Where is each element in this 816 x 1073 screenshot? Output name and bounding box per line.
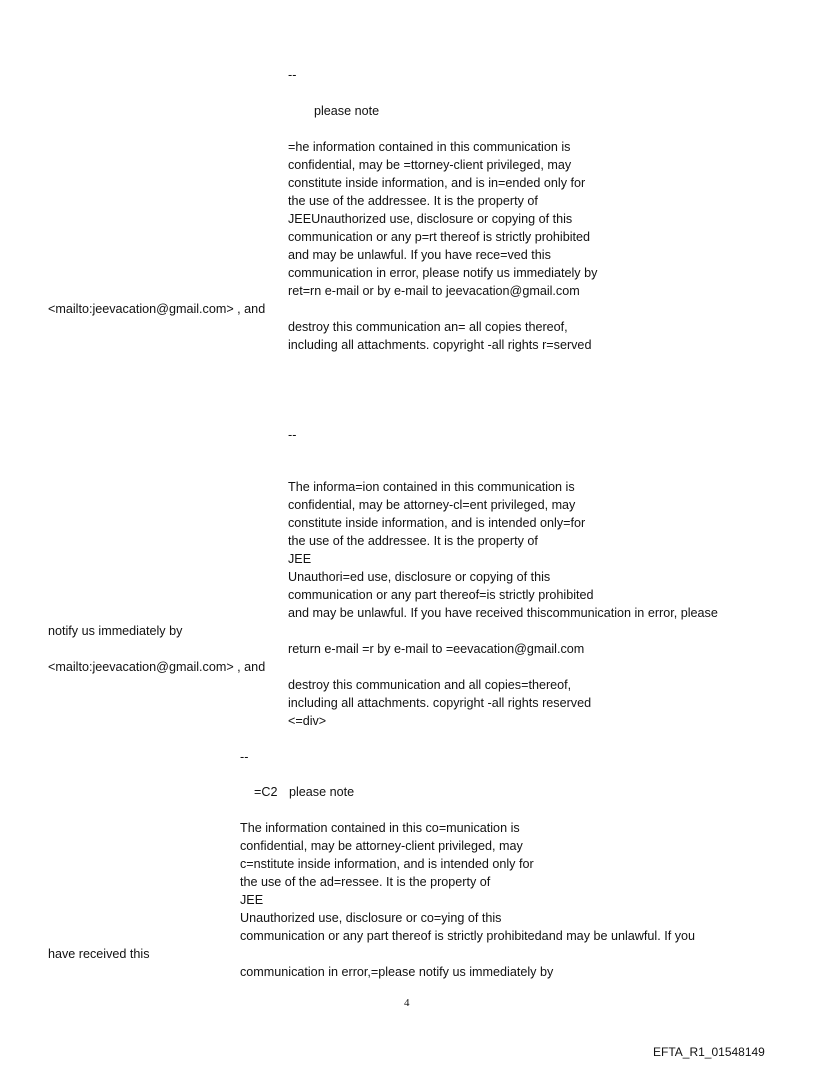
block1-line-10: destroy this communication an= all copies thereof, (288, 320, 568, 334)
block1-line-1: =he information contained in this communication is (288, 140, 571, 154)
block2-mailto: <mailto:jeevacation@gmail.com> , and (48, 660, 266, 674)
block2-return-line: return e-mail =r by e-mail to =eevacation@gmail.com (288, 642, 585, 656)
block2-wrap: notify us immediately by (48, 624, 183, 638)
block2-line-2: confidential, may be attorney-cl=ent privileged, may (288, 498, 576, 512)
block2-line-3: constitute inside information, and is intended only=for (288, 516, 586, 530)
block1-line-5: JEEUnauthorized use, disclosure or copying of this (288, 212, 573, 226)
block2-line-9: destroy this communication and all copies=thereof, (288, 678, 572, 692)
block2-line-11: <=div> (288, 714, 327, 728)
block3-line-2: confidential, may be attorney-client privileged, may (240, 839, 523, 853)
block1-line-4: the use of the addressee. It is the property of (288, 194, 538, 208)
block3-line-1: The information contained in this co=munication is (240, 821, 520, 835)
block2-line-7: communication or any part thereof=is strictly prohibited (288, 588, 594, 602)
block1-line-2: confidential, may be =ttorney-client privileged, may (288, 158, 572, 172)
block3-line-3: c=nstitute inside information, and is intended only for (240, 857, 534, 871)
please-note-1: please note (314, 104, 380, 118)
block2-line-6: Unauthori=ed use, disclosure or copying of this (288, 570, 551, 584)
separator-3: -- (240, 750, 249, 764)
block1-line-8: communication in error, please notify us immediately by (288, 266, 598, 280)
page-number: 4 (404, 997, 410, 1009)
block2-line-4: the use of the addressee. It is the property of (288, 534, 538, 548)
block3-line-7: communication or any part thereof is strictly prohibitedand may be unlawful. If you (240, 929, 695, 943)
please-note-3: please note (289, 785, 355, 799)
block1-line-9: ret=rn e-mail or by e-mail to jeevacation@gmail.com (288, 284, 580, 298)
block3-line-6: Unauthorized use, disclosure or co=ying of this (240, 911, 502, 925)
block2-line-1: The informa=ion contained in this communication is (288, 480, 575, 494)
block3-last-line: communication in error,=please notify us immediately by (240, 965, 554, 979)
block1-line-6: communication or any p=rt thereof is strictly prohibited (288, 230, 591, 244)
block3-line-4: the use of the ad=ressee. It is the property of (240, 875, 491, 889)
document-id: EFTA_R1_01548149 (653, 1045, 765, 1059)
block1-line-11: including all attachments. copyright -all rights r=served (288, 338, 592, 352)
block1-mailto: <mailto:jeevacation@gmail.com> , and (48, 302, 266, 316)
separator-1: -- (288, 68, 297, 82)
block1-line-3: constitute inside information, and is in=ended only for (288, 176, 586, 190)
c2-marker: =C2 (254, 785, 278, 799)
separator-2: -- (288, 428, 297, 442)
block2-line-8: and may be unlawful. If you have received thiscommunication in error, please (288, 606, 718, 620)
block2-line-10: including all attachments. copyright -all rights reserved (288, 696, 592, 710)
block2-line-5: JEE (288, 552, 312, 566)
block3-wrap: have received this (48, 947, 150, 961)
block3-line-5: JEE (240, 893, 264, 907)
block1-line-7: and may be unlawful. If you have rece=ved this (288, 248, 551, 262)
